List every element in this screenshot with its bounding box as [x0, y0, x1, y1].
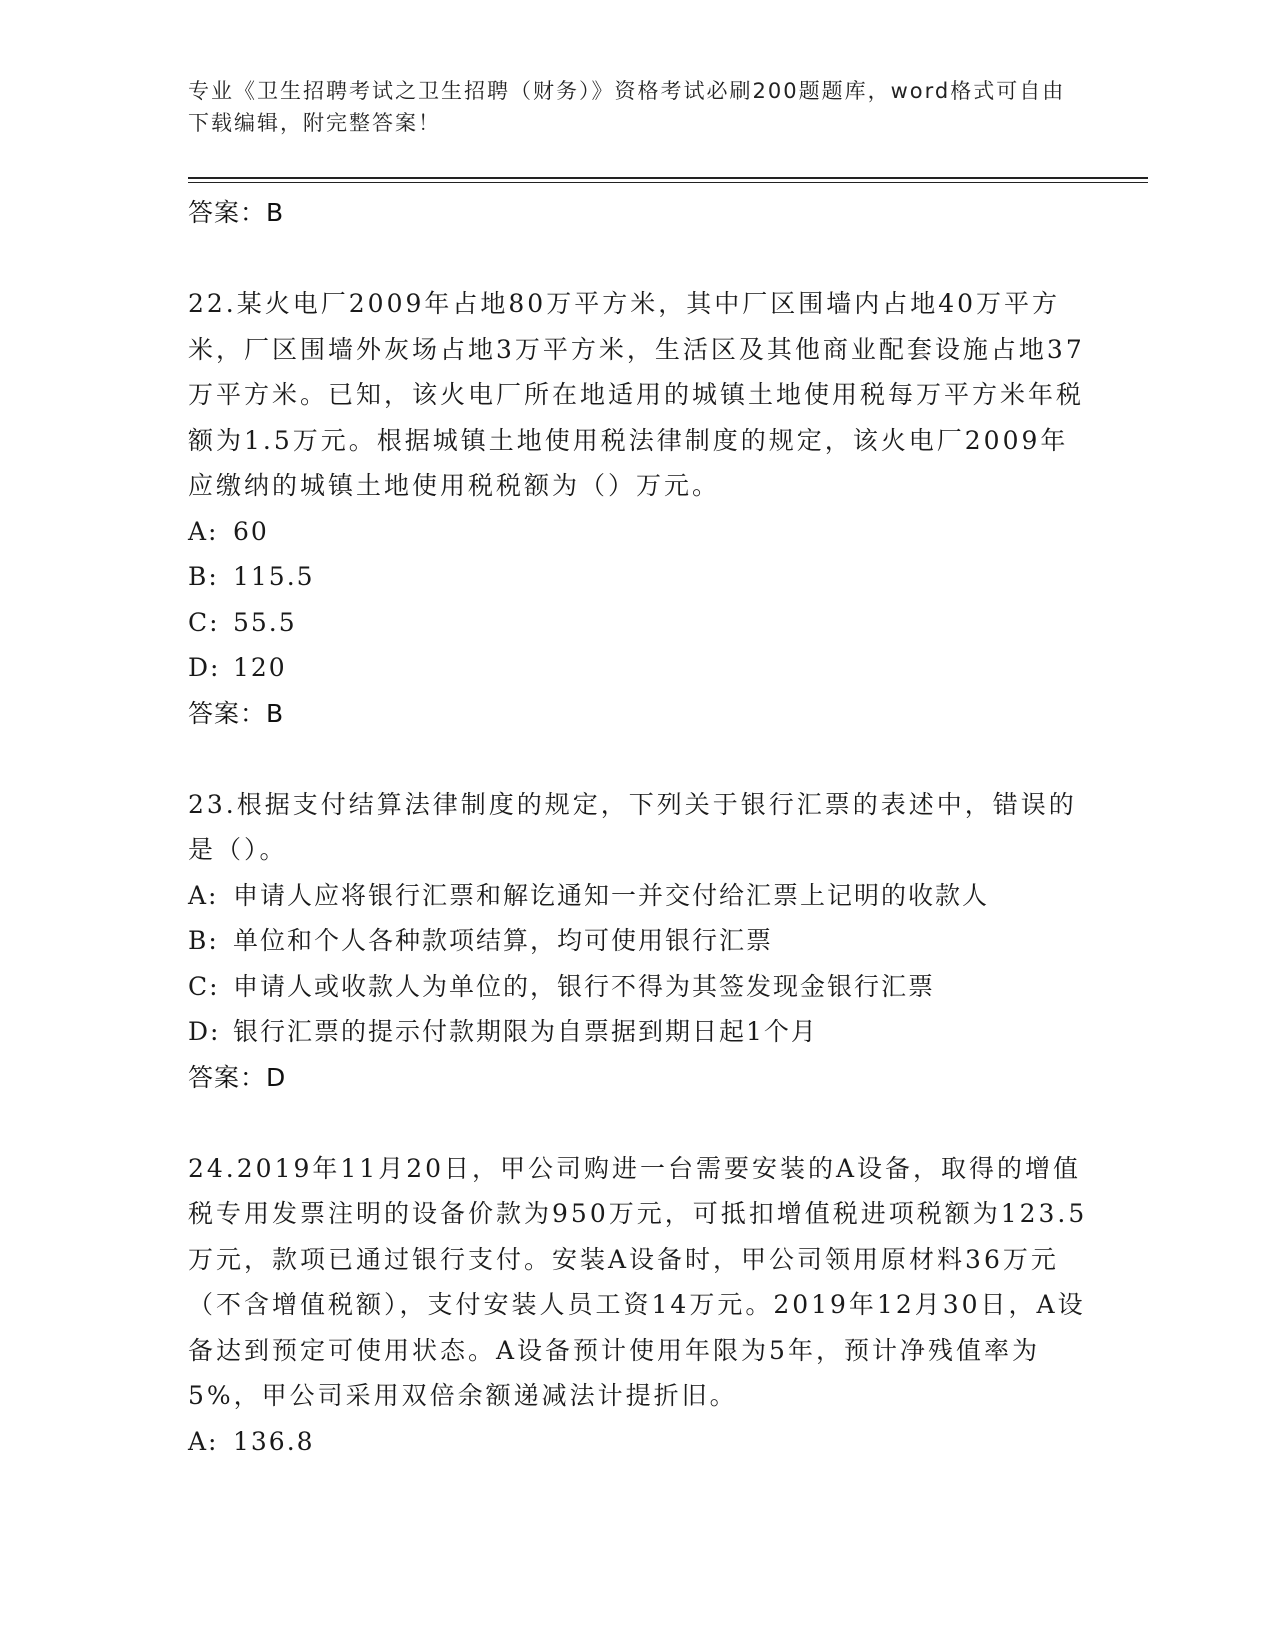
option-key: A:	[188, 880, 219, 910]
answer-line: 答案：B	[188, 698, 285, 728]
option-key: A:	[188, 1426, 219, 1456]
question-text: 23.根据支付结算法律制度的规定，下列关于银行汇票的表述中，错误的是（）。	[188, 789, 1077, 864]
option-b	[188, 918, 1088, 964]
header-divider	[188, 177, 1148, 183]
question-text: 22.某火电厂2009年占地80万平方米，其中厂区围墙内占地40万平方米，厂区围墙外灰场占地3万平方米，生活区及其他商业配套设施占地37万平方米。已知，该火电厂所在地适用的城镇土地使用税每万平方米年税额为1.5万元。根据城镇土地使用税法律制度的规定，该火电厂2009年应缴纳的城镇土地使用税税额为（）万元。	[188, 289, 1085, 500]
option-text: 银行汇票的提示付款期限为自票据到期日起1个月	[233, 1017, 818, 1046]
option-key: C:	[188, 971, 220, 1001]
header-title: 专业《卫生招聘考试之卫生招聘（财务）》资格考试必刷200题题库，word格式可自由下载编辑，附完整答案！	[188, 79, 1066, 135]
option-a	[188, 509, 1088, 555]
option-b	[188, 554, 1088, 600]
option-key: B:	[188, 926, 219, 955]
question-block	[188, 782, 1088, 1101]
option-text: 115.5	[233, 562, 315, 591]
option-text: 申请人或收款人为单位的，银行不得为其签发现金银行汇票	[233, 971, 936, 1001]
option-text: 136.8	[233, 1426, 315, 1456]
question-block	[188, 1146, 1088, 1465]
option-text: 55.5	[233, 607, 297, 637]
option-text: 60	[233, 516, 269, 546]
option-key: C:	[188, 607, 220, 637]
option-a	[188, 1419, 1088, 1465]
document-header	[188, 75, 1068, 139]
document-body	[188, 190, 1088, 1464]
option-key: A:	[188, 516, 219, 546]
question-block	[188, 281, 1088, 737]
option-text: 单位和个人各种款项结算，均可使用银行汇票	[233, 926, 774, 955]
answer-line: 答案：B	[188, 198, 285, 227]
option-key: B:	[188, 562, 219, 591]
option-text: 120	[233, 653, 287, 682]
option-c	[188, 600, 1088, 646]
option-d	[188, 645, 1088, 691]
option-text: 申请人应将银行汇票和解讫通知一并交付给汇票上记明的收款人	[233, 880, 990, 910]
question-text: 24.2019年11月20日，甲公司购进一台需要安装的A设备，取得的增值税专用发票注明的设备价款为950万元，可抵扣增值税进项税额为123.5万元，款项已通过银行支付。安装A设备时，甲公司领用原材料36万元（不含增值税额），支付安装人员工资14万元。2019年12月30日，A设备达到预定可使用状态。A设备预计使用年限为5年，预计净残值率为5%，甲公司采用双倍余额递减法计提折旧。	[188, 1153, 1088, 1410]
option-c	[188, 964, 1088, 1010]
option-key: D:	[188, 653, 221, 682]
option-key: D:	[188, 1017, 221, 1046]
option-d	[188, 1009, 1088, 1055]
option-a	[188, 873, 1088, 919]
answer-line: 答案：D	[188, 1062, 287, 1092]
